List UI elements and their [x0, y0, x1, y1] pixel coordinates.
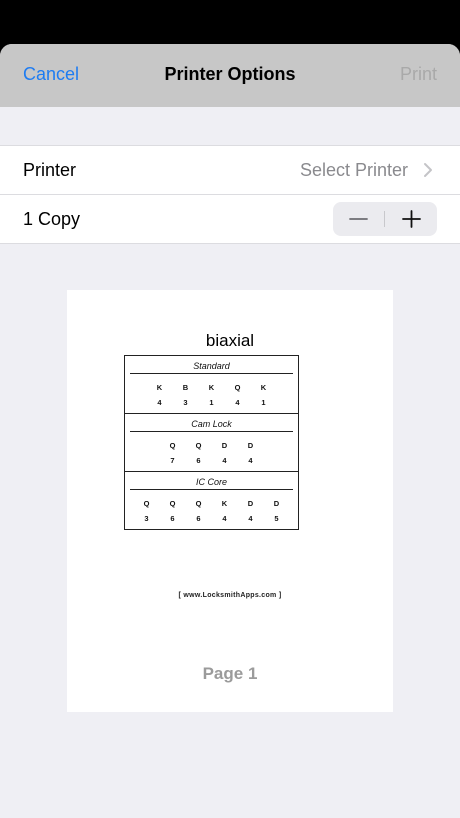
number-cell: 4 [222, 514, 227, 523]
number-cell: 4 [248, 456, 253, 465]
number-row [125, 398, 298, 407]
section-divider [130, 489, 293, 490]
copies-stepper [333, 202, 437, 236]
section-standard [125, 356, 298, 413]
minus-icon [333, 202, 384, 236]
letter-cell: Q [195, 441, 202, 450]
letter-row [125, 499, 298, 508]
letter-row [125, 441, 298, 450]
number-cell: 6 [196, 514, 201, 523]
print-button[interactable]: Print [399, 64, 437, 84]
copies-label: 1 Copy [23, 209, 81, 229]
document-title: biaxial [205, 331, 255, 350]
number-cell: 6 [196, 456, 201, 465]
letter-cell: Q [234, 383, 241, 392]
chevron-right-icon [421, 161, 435, 179]
page-title: Printer Options [164, 64, 296, 84]
number-cell: 1 [261, 398, 266, 407]
print-preview-page[interactable] [67, 290, 393, 712]
number-cell: 3 [183, 398, 188, 407]
section-cam-lock [125, 413, 298, 471]
printer-label: Printer [23, 160, 77, 180]
decrement-button[interactable] [333, 202, 384, 236]
stepper-divider [384, 211, 385, 227]
number-cell: 4 [157, 398, 162, 407]
section-name: Standard [193, 361, 230, 371]
letter-cell: Q [195, 499, 202, 508]
letter-cell: B [182, 383, 189, 392]
select-printer-value: Select Printer [299, 160, 408, 180]
number-cell: 4 [235, 398, 240, 407]
increment-button[interactable] [386, 202, 437, 236]
letter-cell: D [273, 499, 280, 508]
section-divider [130, 431, 293, 432]
plus-icon [386, 202, 437, 236]
page-number-label: Page 1 [202, 664, 258, 683]
number-row [125, 514, 298, 523]
navigation-bar [0, 44, 460, 107]
number-cell: 7 [170, 456, 175, 465]
letter-cell: K [208, 383, 215, 392]
printer-row[interactable] [0, 146, 460, 194]
letter-cell: K [221, 499, 228, 508]
number-cell: 3 [144, 514, 149, 523]
letter-cell: Q [169, 441, 176, 450]
letter-cell: D [247, 441, 254, 450]
letter-cell: K [260, 383, 267, 392]
website-footer: [ www.LocksmithApps.com ] [178, 592, 282, 599]
letter-cell: Q [143, 499, 150, 508]
letter-cell: D [221, 441, 228, 450]
letter-cell: K [156, 383, 163, 392]
section-name: Cam Lock [191, 419, 232, 429]
number-cell: 4 [222, 456, 227, 465]
code-table [124, 355, 299, 530]
cancel-button[interactable]: Cancel [23, 64, 80, 84]
section-divider [130, 373, 293, 374]
number-cell: 1 [209, 398, 214, 407]
printer-options-group [0, 145, 460, 244]
number-cell: 6 [170, 514, 175, 523]
number-cell: 5 [274, 514, 279, 523]
letter-cell: D [247, 499, 254, 508]
print-options-sheet [0, 44, 460, 818]
section-name: IC Core [195, 477, 227, 487]
number-cell: 4 [248, 514, 253, 523]
letter-row [125, 383, 298, 392]
section-ic-core [125, 471, 298, 529]
number-row [125, 456, 298, 465]
copies-row [0, 194, 460, 243]
letter-cell: Q [169, 499, 176, 508]
